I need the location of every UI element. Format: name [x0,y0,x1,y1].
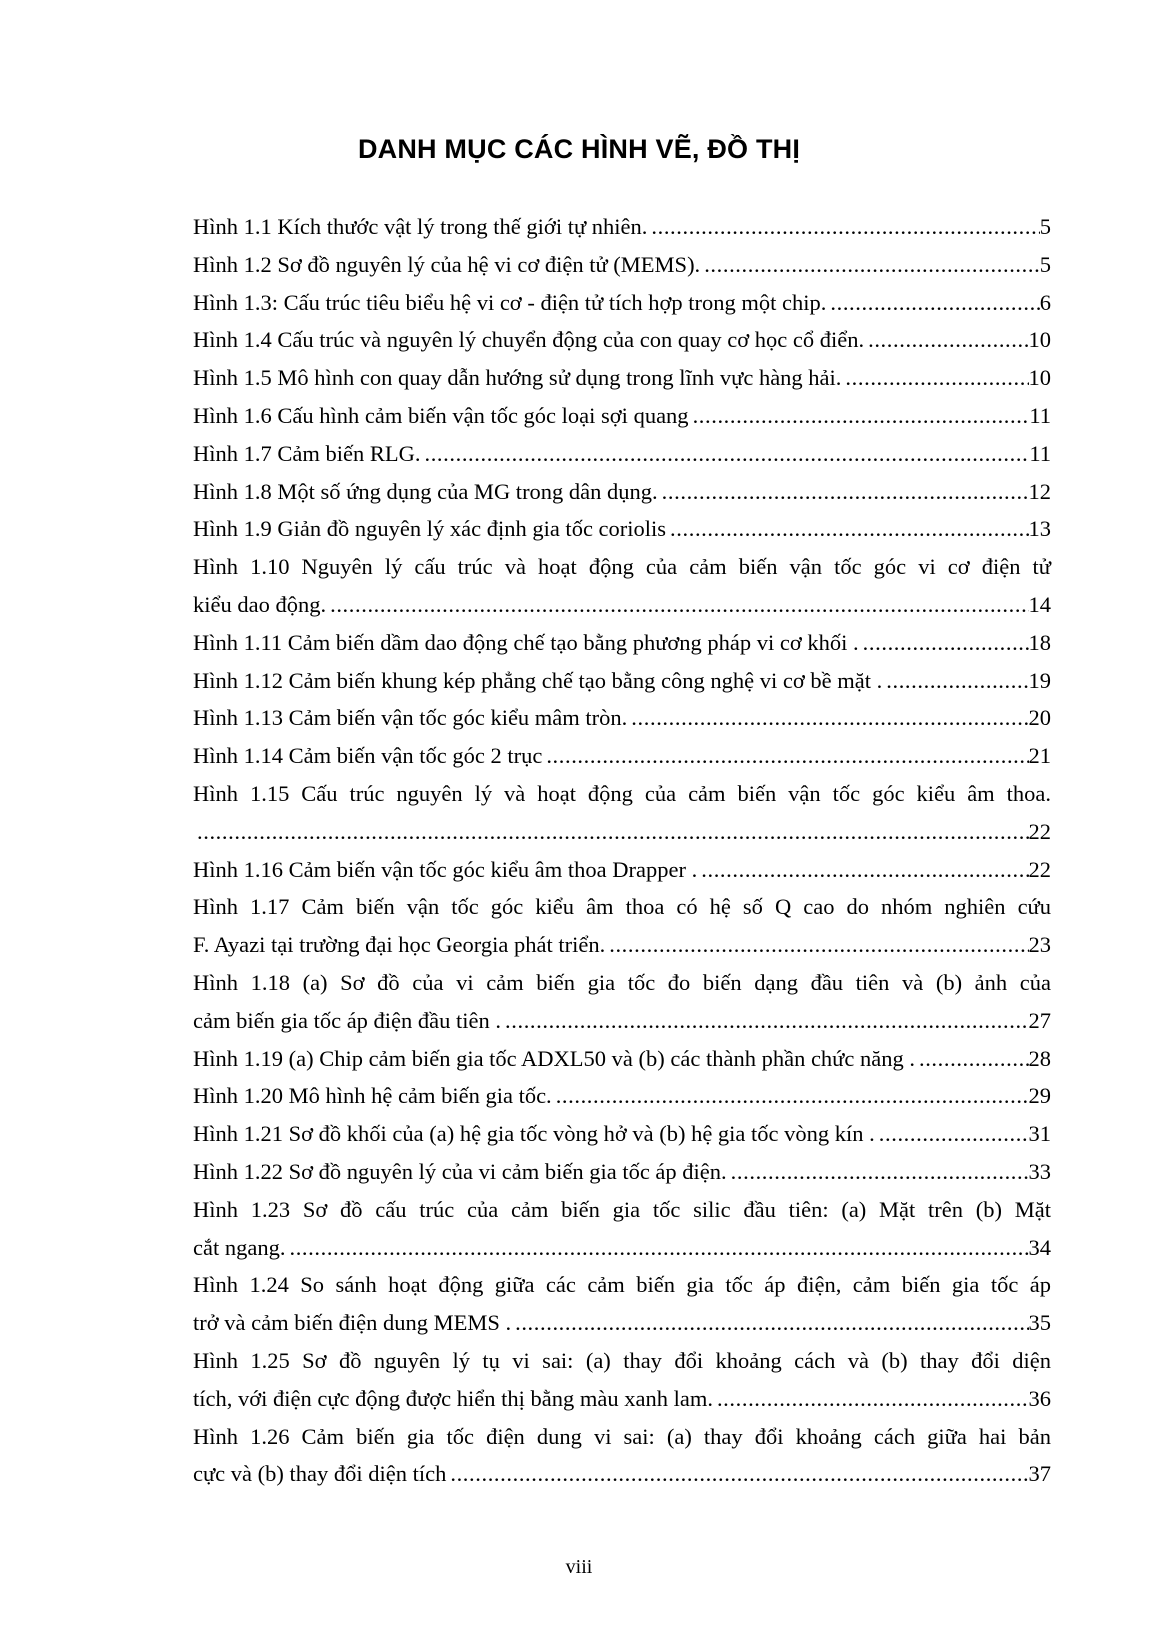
toc-entry-title: Hình 1.11 Cảm biến dầm dao động chế tạo bằng phương pháp vi cơ khối . [193,629,859,655]
toc-entry-leader-line [193,397,1051,435]
toc-entry-page: 5 [1039,214,1051,239]
toc-entry-title: cực và (b) thay đổi diện tích [193,1461,447,1487]
toc-entry[interactable] [193,435,1051,473]
toc-entry-page: 22 [1028,818,1051,844]
toc-entry[interactable] [193,321,1051,359]
toc-entry-page: 37 [1028,1461,1051,1487]
toc-entry-leader-line [193,359,1051,397]
toc-entry-page: 21 [1028,743,1051,769]
dot-leader [731,1153,1029,1191]
toc-entry-page: 11 [1029,402,1051,428]
toc-entry-page: 35 [1028,1310,1051,1336]
toc-entry-page: 14 [1028,591,1051,617]
toc-entry[interactable] [193,246,1051,284]
toc-entry-page: 10 [1028,327,1051,353]
toc-entry-leader-line [193,1229,1051,1267]
toc-entry-page: 36 [1028,1385,1051,1411]
toc-entry-leader-line [193,1115,1051,1153]
toc-entry-leader-line [193,1002,1051,1040]
toc-entry[interactable] [193,737,1051,775]
toc-entry-page: 20 [1028,705,1051,731]
toc-entry-title: kiểu dao động. [193,591,327,617]
dot-leader [863,624,1029,662]
toc-entry-leader-line [193,321,1051,359]
toc-entry-leader-line [193,851,1051,889]
toc-entry[interactable] [193,1342,1051,1418]
dot-leader [886,662,1028,700]
toc-entry-text-line: Hình 1.10 Nguyên lý cấu trúc và hoạt động của cảm biến vận tốc góc vi cơ điện tử [193,554,1051,580]
toc-entry-page: 28 [1028,1045,1051,1071]
toc-entry-page: 12 [1028,478,1051,504]
dot-leader [197,813,1029,851]
toc-entry-leader-line [193,1153,1051,1191]
toc-entry-text-line: Hình 1.15 Cấu trúc nguyên lý và hoạt động của cảm biến vận tốc góc kiểu âm thoa. [193,780,1051,806]
toc-entry[interactable] [193,851,1051,889]
toc-entry-leader-line [193,1077,1051,1115]
toc-entry-page: 29 [1028,1083,1051,1109]
toc-entry[interactable] [193,284,1051,322]
toc-entry-leader-line [193,208,1051,246]
dot-leader [515,1304,1028,1342]
dot-leader [830,284,1039,322]
toc-entry[interactable] [193,359,1051,397]
dot-leader [868,321,1028,359]
toc-entry-text-line: Hình 1.18 (a) Sơ đồ của vi cảm biến gia tốc đo biến dạng đầu tiên và (b) ảnh của [193,969,1051,995]
toc-entry-title: cắt ngang. [193,1234,286,1260]
toc-entry-page: 23 [1028,932,1051,958]
dot-leader [693,397,1030,435]
toc-entry[interactable] [193,888,1051,964]
toc-entry-title: Hình 1.13 Cảm biến vận tốc góc kiểu mâm tròn. [193,705,628,731]
toc-entry[interactable] [193,1266,1051,1342]
toc-entry-text-line: Hình 1.26 Cảm biến gia tốc điện dung vi sai: (a) thay đổi khoảng cách giữa hai bản [193,1423,1051,1449]
toc-entry-title: Hình 1.14 Cảm biến vận tốc góc 2 trục [193,743,543,769]
dot-leader [662,473,1029,511]
toc-entry-title: trở và cảm biến điện dung MEMS . [193,1310,512,1336]
toc-entry[interactable] [193,1077,1051,1115]
toc-entry-title: Hình 1.9 Giản đồ nguyên lý xác định gia tốc coriolis [193,516,667,542]
toc-entry-leader-line [193,1304,1051,1342]
toc-entry-title: Hình 1.12 Cảm biến khung kép phẳng chế tạo bằng công nghệ vi cơ bề mặt . [193,667,883,693]
toc-entry-page: 6 [1039,289,1051,315]
page-title: DANH MỤC CÁC HÌNH VẼ, ĐỒ THỊ [357,134,801,164]
dot-leader [609,926,1028,964]
toc-entry-title: Hình 1.3: Cấu trúc tiêu biểu hệ vi cơ - điện tử tích hợp trong một chip. [193,289,827,315]
toc-entry-leader-line [193,1380,1051,1418]
dot-leader [505,1002,1028,1040]
dot-leader [450,1455,1028,1493]
dot-leader [330,586,1028,624]
dot-leader [845,359,1028,397]
toc-entry-page: 27 [1028,1007,1051,1033]
toc-entry[interactable] [193,1040,1051,1078]
toc-entry-page: 5 [1039,251,1051,277]
figure-list [193,208,1051,1493]
toc-entry-leader-line [193,246,1051,284]
toc-entry-text-line: Hình 1.23 Sơ đồ cấu trúc của cảm biến gia tốc silic đầu tiên: (a) Mặt trên (b) Mặt [193,1196,1051,1222]
toc-entry-page: 11 [1029,440,1051,466]
toc-entry-leader-line [193,1040,1051,1078]
toc-entry-title: Hình 1.4 Cấu trúc và nguyên lý chuyển động của con quay cơ học cổ điển. [193,327,865,353]
toc-entry[interactable] [193,699,1051,737]
toc-entry-page: 31 [1028,1121,1051,1147]
toc-entry-page: 18 [1028,629,1051,655]
toc-entry[interactable] [193,1418,1051,1494]
dot-leader [701,851,1028,889]
page-number: viii [565,1556,593,1578]
toc-entry[interactable] [193,510,1051,548]
toc-entry-title: Hình 1.6 Cấu hình cảm biến vận tốc góc loại sợi quang [193,402,689,428]
toc-entry[interactable] [193,208,1051,246]
toc-entry-page: 10 [1028,365,1051,391]
toc-entry-leader-line [193,510,1051,548]
toc-entry-title: Hình 1.5 Mô hình con quay dẫn hướng sử dụng trong lĩnh vực hàng hải. [193,365,842,391]
dot-leader [704,246,1040,284]
toc-entry-title: Hình 1.22 Sơ đồ nguyên lý của vi cảm biến gia tốc áp điện. [193,1158,727,1184]
toc-entry[interactable] [193,548,1051,624]
toc-entry[interactable] [193,1115,1051,1153]
toc-entry-title: Hình 1.1 Kích thước vật lý trong thế giới tự nhiên. [193,214,648,239]
toc-entry-leader-line [193,737,1051,775]
toc-entry-title: Hình 1.2 Sơ đồ nguyên lý của hệ vi cơ điện tử (MEMS). [193,251,701,277]
toc-entry-text-line: Hình 1.17 Cảm biến vận tốc góc kiểu âm thoa có hệ số Q cao do nhóm nghiên cứu [193,894,1051,920]
toc-entry-page: 33 [1028,1158,1051,1184]
toc-entry[interactable] [193,1153,1051,1191]
toc-entry[interactable] [193,662,1051,700]
toc-entry-leader-line [193,926,1051,964]
toc-entry-leader-line [193,284,1051,322]
toc-entry-title: Hình 1.21 Sơ đồ khối của (a) hệ gia tốc vòng hở và (b) hệ gia tốc vòng kín . [193,1121,875,1147]
toc-entry-title: F. Ayazi tại trường đại học Georgia phát triển. [193,932,606,958]
dot-leader [651,208,1039,246]
dot-leader [717,1380,1029,1418]
toc-entry[interactable] [193,1191,1051,1267]
toc-entry-title: cảm biến gia tốc áp điện đầu tiên . [193,1007,502,1033]
toc-entry-leader-line [193,662,1051,700]
toc-entry-title: Hình 1.16 Cảm biến vận tốc góc kiểu âm thoa Drapper . [193,856,698,882]
dot-leader [546,737,1028,775]
toc-entry-text-line: Hình 1.25 Sơ đồ nguyên lý tụ vi sai: (a) thay đổi khoảng cách và (b) thay đổi diện [193,1347,1051,1373]
toc-entry-leader-line [193,813,1051,851]
toc-entry-leader-line [193,1455,1051,1493]
toc-entry-leader-line [193,473,1051,511]
toc-entry[interactable] [193,775,1051,851]
toc-entry-page: 13 [1028,516,1051,542]
toc-entry-title: Hình 1.19 (a) Chip cảm biến gia tốc ADXL50 và (b) các thành phần chức năng . [193,1045,915,1071]
dot-leader [424,435,1029,473]
toc-entry-page: 19 [1028,667,1051,693]
toc-entry-text-line: Hình 1.24 So sánh hoạt động giữa các cảm biến gia tốc áp điện, cảm biến gia tốc áp [193,1272,1051,1298]
toc-entry-leader-line [193,699,1051,737]
toc-entry[interactable] [193,964,1051,1040]
toc-entry-leader-line [193,586,1051,624]
dot-leader [556,1077,1029,1115]
dot-leader [919,1040,1029,1078]
dot-leader [879,1115,1029,1153]
toc-entry-page: 34 [1028,1234,1051,1260]
toc-entry[interactable] [193,473,1051,511]
toc-entry[interactable] [193,397,1051,435]
toc-entry[interactable] [193,624,1051,662]
toc-entry-title: Hình 1.8 Một số ứng dụng của MG trong dân dụng. [193,478,658,504]
toc-entry-title: Hình 1.7 Cảm biến RLG. [193,440,421,466]
toc-entry-page: 22 [1028,856,1051,882]
dot-leader [670,510,1028,548]
dot-leader [289,1229,1028,1267]
toc-entry-title: Hình 1.20 Mô hình hệ cảm biến gia tốc. [193,1083,552,1109]
dot-leader [631,699,1028,737]
toc-entry-leader-line [193,624,1051,662]
toc-entry-leader-line [193,435,1051,473]
toc-entry-title: tích, với điện cực động được hiển thị bằng màu xanh lam. [193,1385,713,1411]
